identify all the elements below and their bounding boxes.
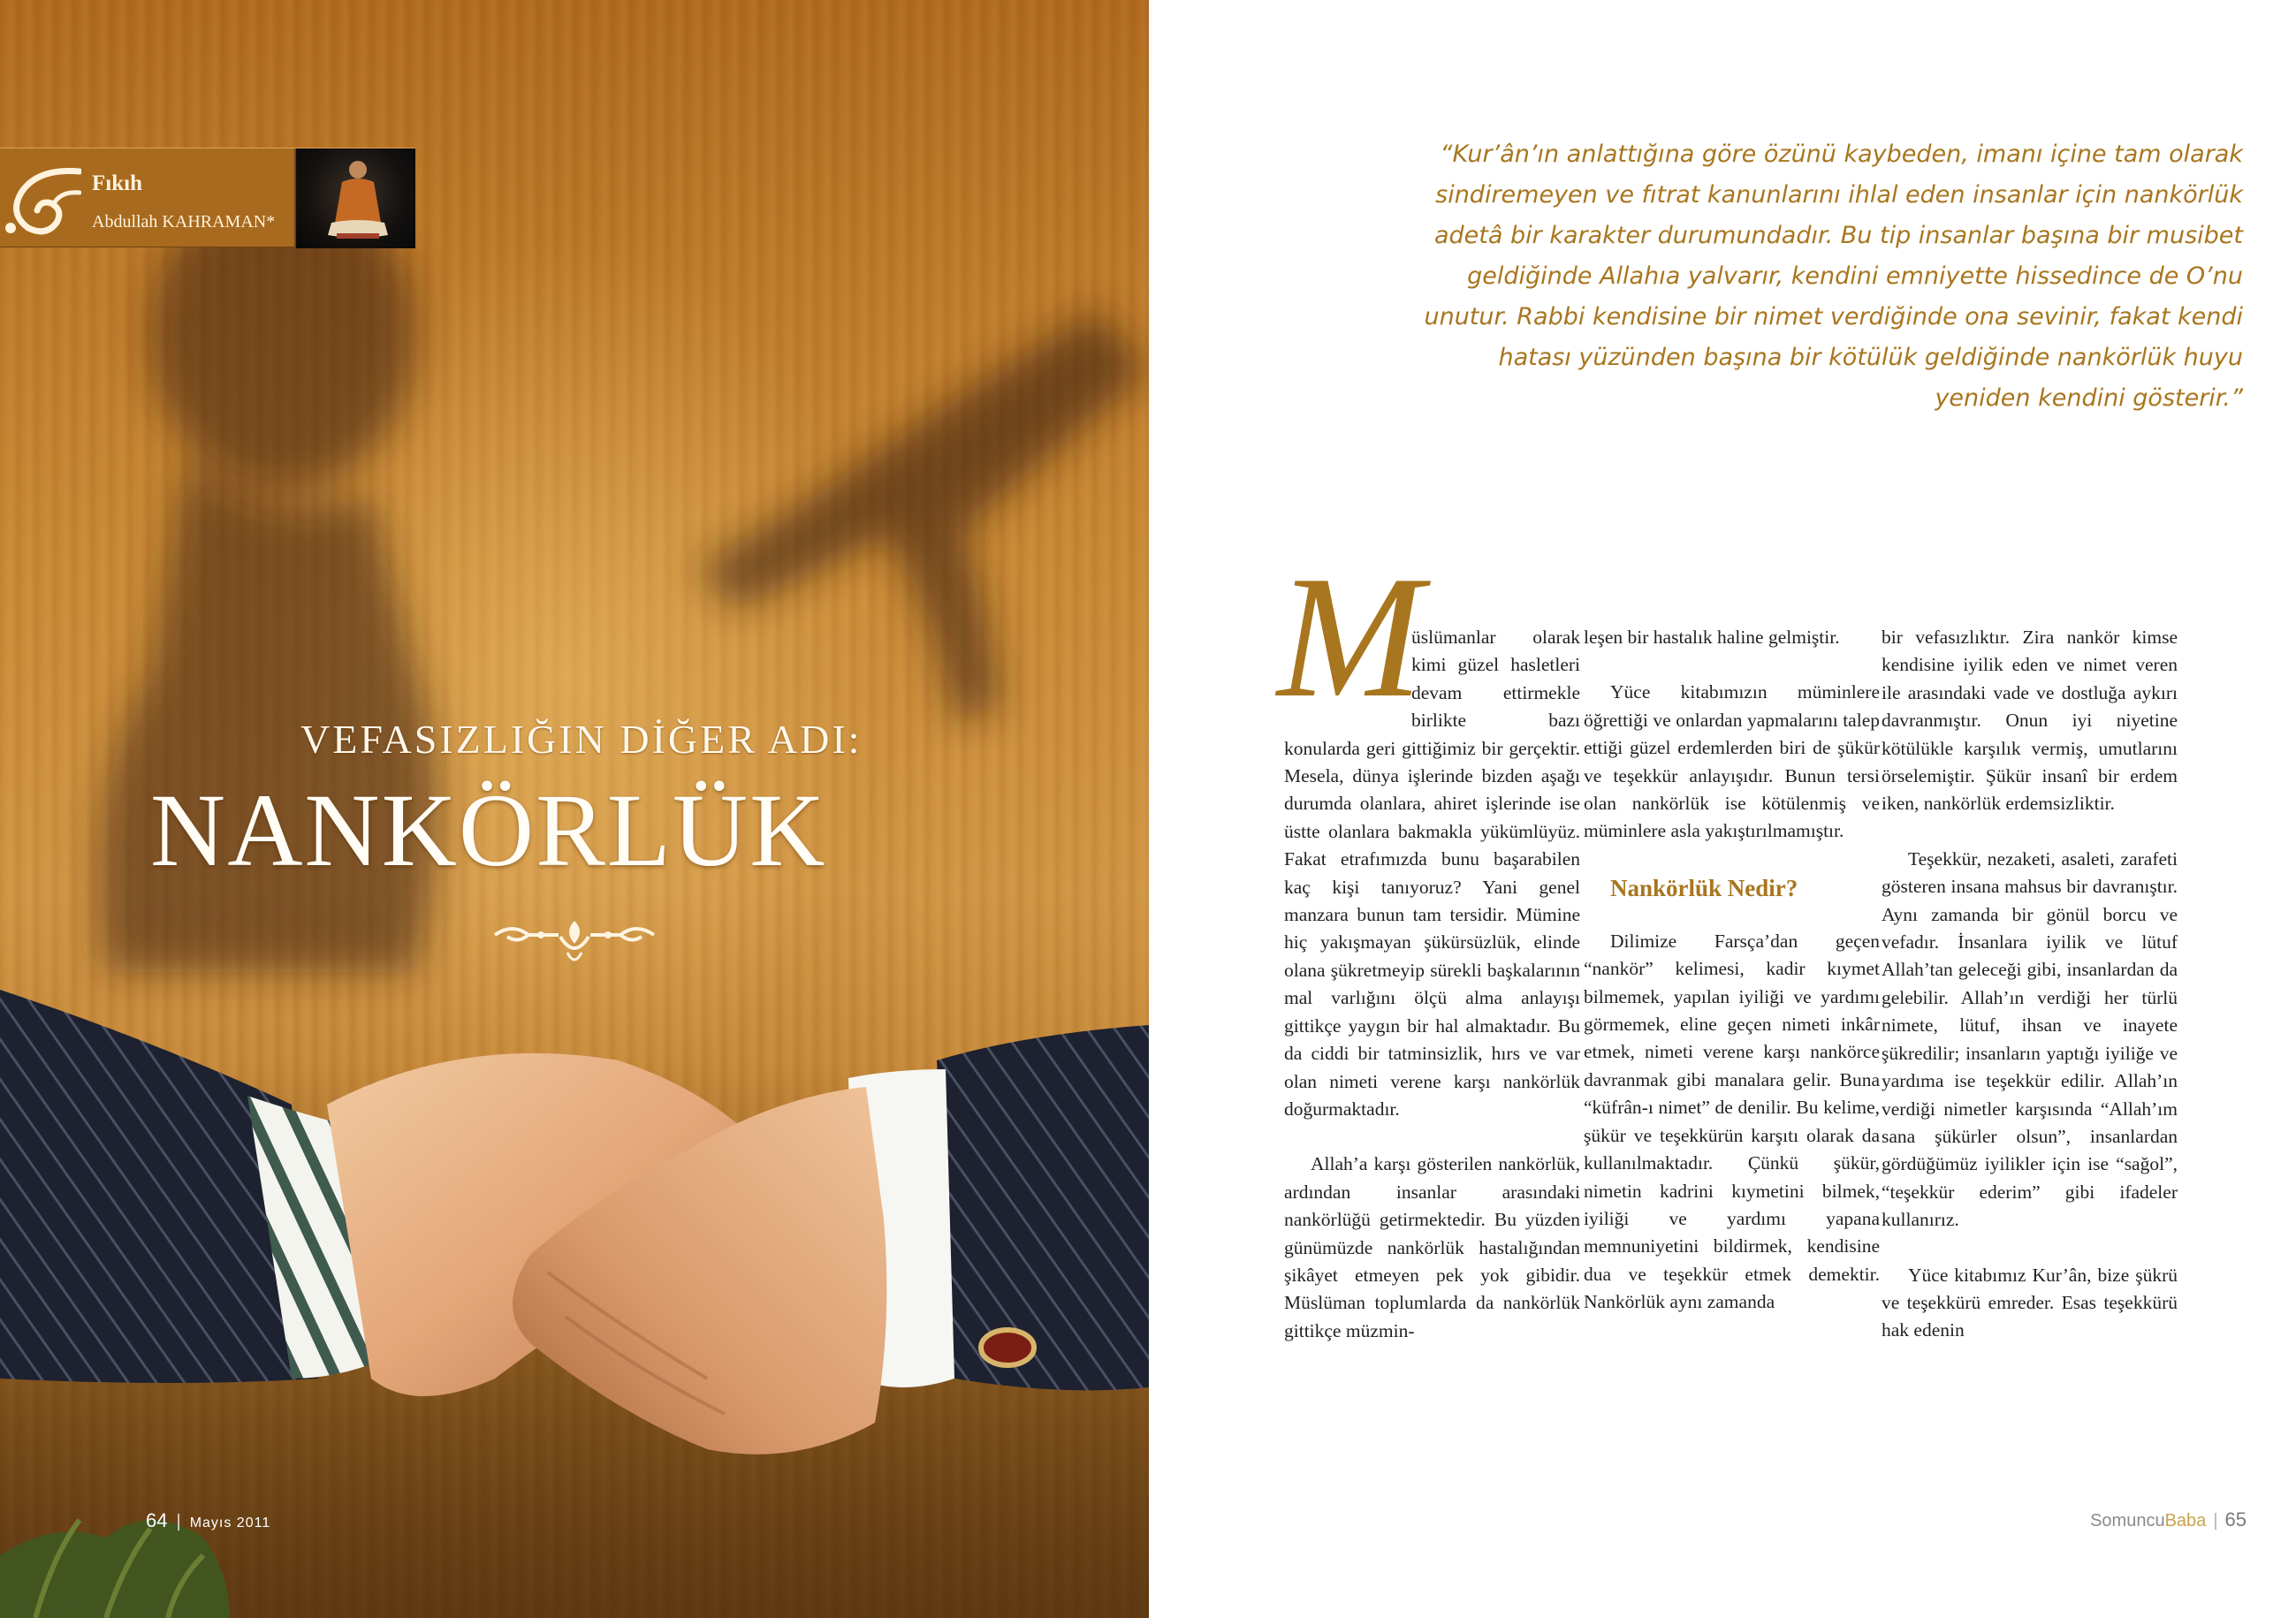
article-title: NANKÖRLÜK (150, 772, 827, 888)
column-1-paragraph-1-text: üslümanlar olarak kimi güzel hasletleri devam ettirmekle birlikte bazı konularda geri gittiğimiz bir gerçektir. Mesela, dünya işlerinde bizden aşağı durumda olanlara, ahiret işlerinde ise üstte olanlara bakmakla yükümlüyüz. Fakat etrafımızda bunu başarabilen kaç kişi tanıyoruz? Yani genel manzara bunun tam tersidir. Mümine hiç yakışmayan şükürsüzlük, elinde olana şükretmeyip sürekli başkalarının mal varlığını ölçü alma anlayışı gittikçe yaygın bir hal almaktadır. Bu da ciddi bir tatminsizlik, hırs ve var olan nimeti verene karşı nankörlük doğurmaktadır. (1284, 627, 1580, 1120)
author-thumbnail (294, 148, 415, 248)
page-footer-right (2090, 1508, 2247, 1531)
column-1-paragraph-1 (1277, 540, 1580, 1123)
column-3-paragraph-1: bir vefasızlıktır. Zira nankör kimse kendisine iyilik eden ve nimet veren ile arasındaki vade ve dostluğa aykırı davranmıştır. Onun iyi niyetine kötülükle karşılık vermiş, umutlarını örselemiştir. Şükür insanî bir erdem iken, nankörlük erdemsizliktir. (1882, 627, 2178, 815)
article-subtitle: VEFASIZLIĞIN DİĞER ADI: (300, 717, 863, 762)
footer-separator: | (2213, 1511, 2218, 1531)
swirl-ornament-icon (2, 166, 81, 239)
flourish-ornament-icon (486, 917, 663, 970)
page-number-left: 64 (146, 1509, 168, 1531)
text-column-2 (1584, 624, 1880, 1317)
section-label: Fıkıh (92, 171, 142, 195)
text-column-1 (1277, 540, 1580, 1345)
page-footer-left (146, 1509, 270, 1532)
pull-quote: “Kur’ân’ın anlattığına göre özünü kaybeden, imanı içine tam olarak sindiremeyen ve fıtrat kanunlarını ihlal eden insanlar için nankörlük adetâ bir karakter durumundadır. Bu tip insanlar başına bir musibet geldiğinde Allahıa yalvarır, kendini emniyette hissedince de O’nu unutur. Rabbi kendisine bir nimet verdiğinde ona sevinir, fakat kendi hatası yüzünden başına bir kötülük geldiğinde nankörlük huyu yeniden kendini gösterir.” (1424, 141, 2243, 412)
section-subheading: Nankörlük Nedir? (1610, 874, 1798, 901)
text-column-3 (1882, 624, 2178, 1345)
column-2-paragraph-1: leşen bir hastalık haline gelmiştir. (1584, 627, 1840, 648)
column-3-paragraph-2: Teşekkür, nezaketi, asaleti, zarafeti gösteren insana mahsus bir davranıştır. Aynı zamanda bir gönül borcu ve vefadır. İnsanlara iyilik ve lütuf Allah’tan geleceği gibi, insanlardan da gelebilir. Allah’ın verdiği her türlü nimete, lütuf, ihsan ve inayete şükredilir; insanların yaptığı iyiliğe ve yardıma ise teşekkür edilir. Allah’ın verdiği nimetler karşısında “Allah’ım sana şükürler olsun”, insanlardan gördüğümüz iyilikler için ise “sağol”, “teşekkür ederim” gibi ifadeler kullanırız. (1882, 847, 2178, 1231)
column-3-paragraph-3: Yüce kitabımız Kur’ân, bize şükrü ve teşekkürü emreder. Esas teşekkürü hak edenin (1882, 1264, 2178, 1341)
right-page-text (1149, 0, 2296, 1618)
praying-figure-icon (296, 148, 415, 248)
author-name: Abdullah KAHRAMAN* (92, 212, 276, 232)
shadow-knife-icon (698, 309, 1149, 725)
title-block (133, 716, 1016, 981)
column-1-paragraph-2: Allah’a karşı gösterilen nankörlük, ardından insanlar arasındaki nankörlüğü getirmektedir. Bu yüzden günümüzde nankörlük hastalığından şikâyet etmeyen pek yok gibidir. Müslüman toplumlarda da nankörlük gittikçe müzmin- (1284, 1153, 1580, 1341)
drop-cap: M (1277, 540, 1423, 733)
footer-separator: | (176, 1512, 181, 1531)
issue-date: Mayıs 2011 (189, 1515, 271, 1531)
section-tag (0, 148, 415, 247)
magazine-brand-second: Baba (2164, 1511, 2207, 1531)
magazine-brand-first: Somuncu (2090, 1511, 2165, 1531)
page-number-right: 65 (2224, 1508, 2247, 1531)
column-2-paragraph-3: Dilimize Farsça’dan geçen “nankör” kelimesi, kadir kıymet bilmemek, yapılan iyiliği ve yardımı görmemek, eline geçen nimeti inkâr etmek, nimeti verene karşı nankörce davranmak gibi manalara gelir. Buna “küfrân-ı nimet” de denilir. Bu kelime, şükür ve teşekkürün karşıtı olarak da kullanılmaktadır. Çünkü şükür, nimetin kadrini kıymetini bilmek, iyiliği ve yardımı yapana memnuniyetini bildirmek, kendisine dua ve teşekkür etmek demektir. Nankörlük aynı zamanda (1584, 930, 1880, 1313)
column-2-paragraph-2: Yüce kitabımızın müminlere öğrettiği ve onlardan yapmalarını talep ettiği güzel erdemlerden biri de şükür ve teşekkür anlayışıdır. Bunun tersi olan nankörlük ise kötülenmiş ve müminlere asla yakıştırılmamıştır. (1584, 681, 1880, 842)
